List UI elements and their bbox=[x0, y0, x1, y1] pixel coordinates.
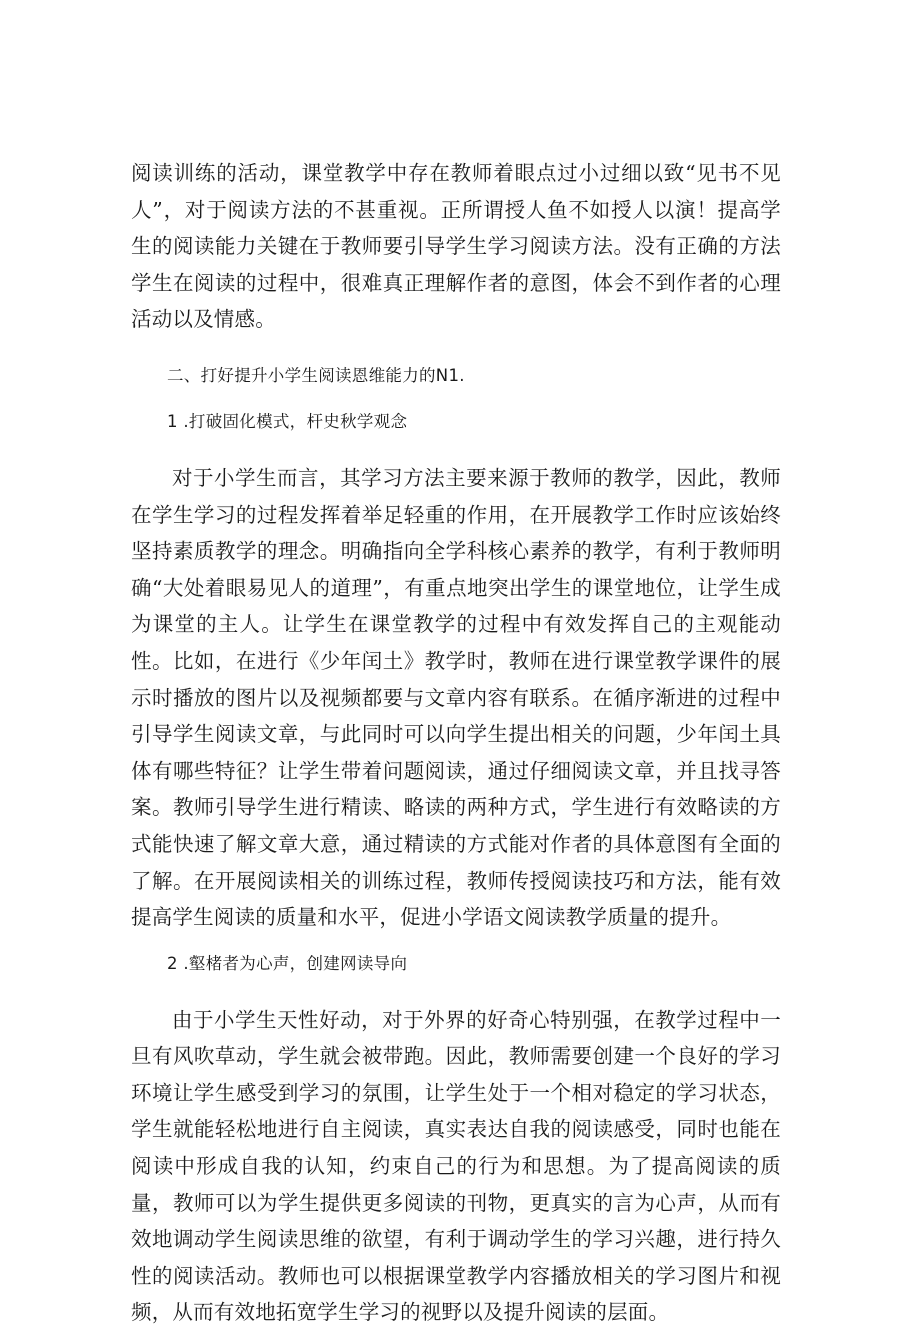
spacer bbox=[131, 936, 781, 952]
paragraph-1: 对于小学生而言，其学习方法主要来源于教师的教学，因此，教师在学生学习的过程发挥着举足轻重的作用，在开展教学工作时应该始终坚持素质教学的理念。明确指向全学科核心素养的教学，有利于教师明确“大处着眼易见人的道理”，有重点地突出学生的课堂地位，让学生成为课堂的主人。让学生在课堂教学的过程中有效发挥自己的主观能动性。比如，在进行《少年闰土》教学时，教师在进行课堂教学课件的展示时播放的图片以及视频都要与文章内容有联系。在循序渐进的过程中引导学生阅读文章，与此同时可以向学生提出相关的问题，少年闰土具体有哪些特征？让学生带着问题阅读，通过仔细阅读文章，并且找寻答案。教师引导学生进行精读、略读的两种方式，学生进行有效略读的方式能快速了解文章大意，通过精读的方式能对作者的具体意图有全面的了解。在开展阅读相关的训练过程，教师传授阅读技巧和方法，能有效提高学生阅读的质量和水平，促进小学语文阅读教学质量的提升。 bbox=[131, 465, 781, 930]
spacer bbox=[131, 388, 781, 410]
section-heading: 二、打好提升小学生阅读恩维能力的N1. bbox=[167, 365, 465, 385]
spacer bbox=[131, 434, 781, 460]
paragraph-2: 由于小学生天性好动，对于外界的好奇心特别强，在教学过程中一旦有风吹草动，学生就会被带跑。因此，教师需要创建一个良好的学习环境让学生感受到学习的氛围，让学生处于一个相对稳定的学习状态，学生就能轻松地进行自主阅读，真实表达自我的阅读感受，同时也能在阅读中形成自我的认知，约束自己的行为和思想。为了提高阅读的质量，教师可以为学生提供更多阅读的刊物，更真实的言为心声，从而有效地调动学生阅读思维的欲望，有利于调动学生的学习兴趣，进行持久性的阅读活动。教师也可以根据课堂教学内容播放相关的学习图片和视频，从而有效地拓宽学生学习的视野以及提升阅读的层面。 bbox=[131, 1007, 781, 1325]
document-body bbox=[131, 155, 781, 1331]
spacer bbox=[131, 976, 781, 1002]
paragraph-continued: 阅读训练的活动，课堂教学中存在教师着眼点过小过细以致“见书不见人”，对于阅读方法的不甚重视。正所谓授人鱼不如授人以演！提高学生的阅读能力关键在于教师要引导学生学习阅读方法。没有正确的方法学生在阅读的过程中，很难真正理解作者的意图，体会不到作者的心理活动以及情感。 bbox=[131, 161, 781, 332]
subsection-heading-2: 2 .壑楮者为心声，创建网读导向 bbox=[167, 953, 408, 973]
subsection-heading-1: 1 .打破固化模式，杆史秋学观念 bbox=[167, 411, 408, 431]
spacer bbox=[131, 338, 781, 354]
